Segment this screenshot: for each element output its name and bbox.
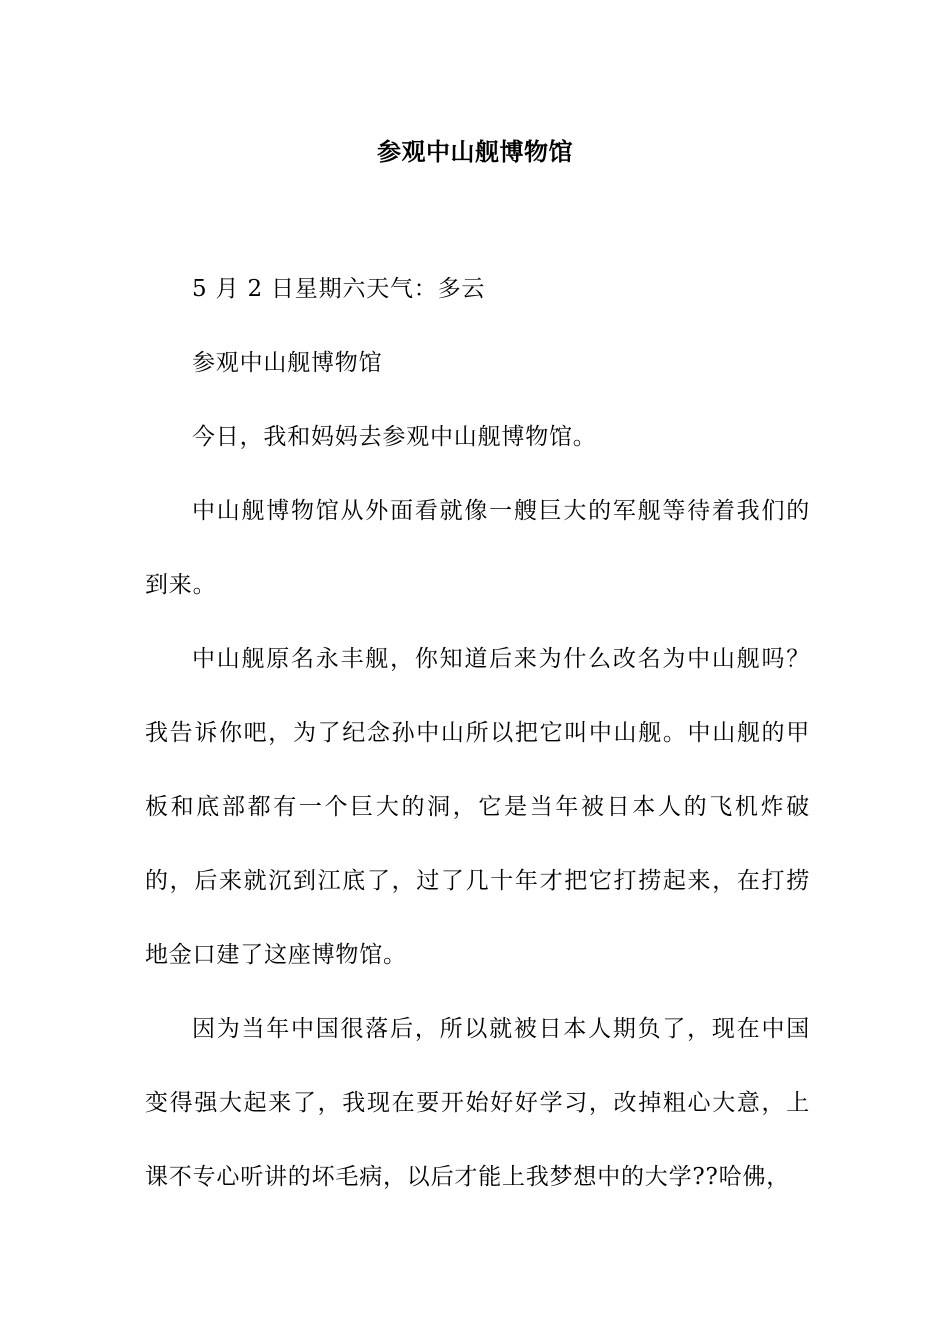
paragraph-intro: 今日，我和妈妈去参观中山舰博物馆。 <box>192 424 597 450</box>
document-body <box>145 252 810 1214</box>
paragraph-reflection: 因为当年中国很落后，所以就被日本人期负了，现在中国变得强大起来了，我现在要开始好好学习，改掉粗心大意，上课不专心听讲的坏毛病，以后才能上我梦想中的大学??哈佛， <box>145 1016 810 1190</box>
document-title: 参观中山舰博物馆 <box>377 138 573 166</box>
paragraph-subtitle: 参观中山舰博物馆 <box>192 350 383 376</box>
paragraph-history: 中山舰原名永丰舰，你知道后来为什么改名为中山舰吗？我告诉你吧，为了纪念孙中山所以把它叫中山舰。中山舰的甲板和底部都有一个巨大的洞，它是当年被日本人的飞机炸破的，后来就沉到江底了，过了几十年才把它打捞起来，在打捞地金口建了这座博物馆。 <box>145 646 810 968</box>
paragraph-date-weather: 5 月 2 日星期六天气：多云 <box>192 276 486 302</box>
paragraph-exterior: 中山舰博物馆从外面看就像一艘巨大的军舰等待着我们的到来。 <box>145 498 810 598</box>
